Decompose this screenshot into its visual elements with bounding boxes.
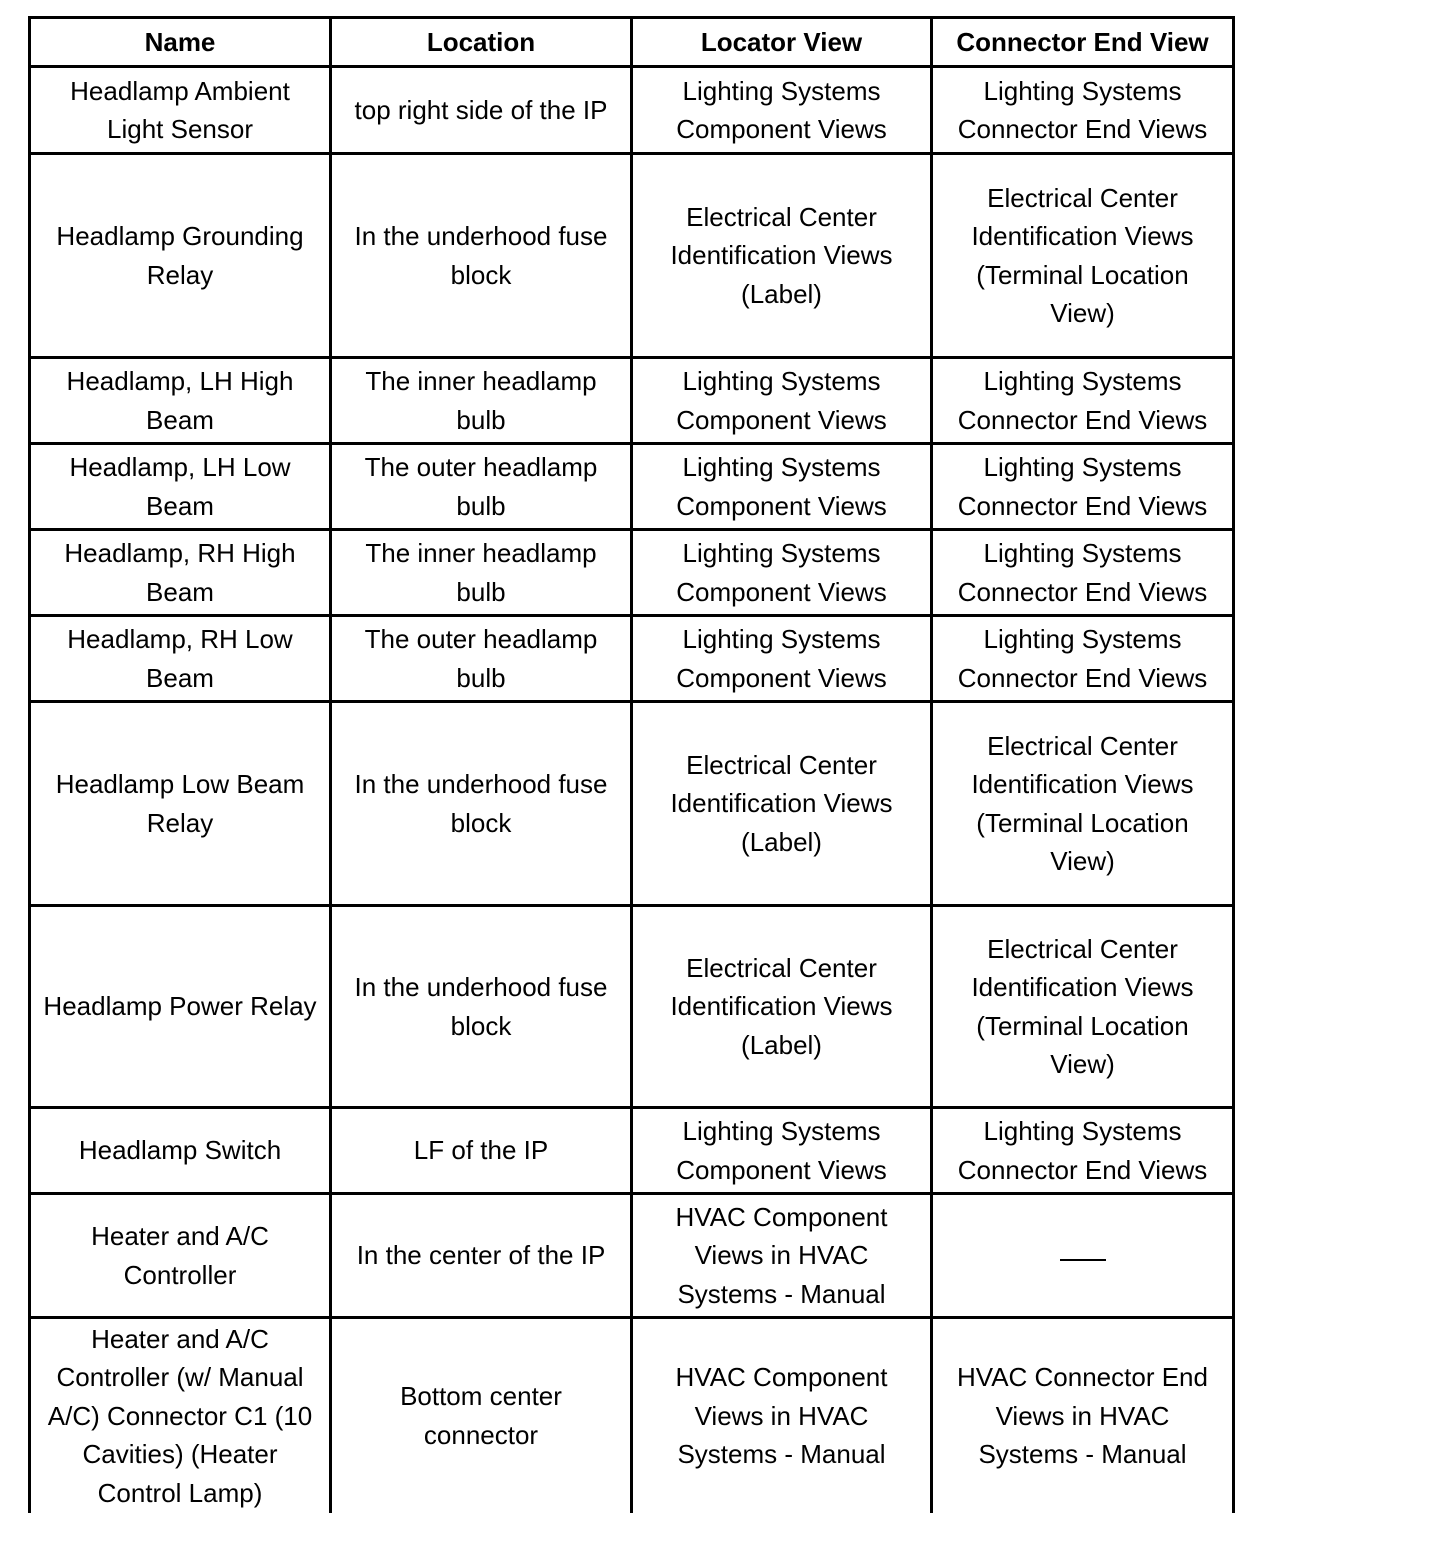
table-row [30,1108,1234,1194]
cell-locator-view: Lighting Systems Component Views [632,444,932,530]
cell-name: Headlamp Ambient Light Sensor [30,67,331,154]
header-connector-end-view: Connector End View [932,18,1234,67]
table-row [30,530,1234,616]
header-row [30,18,1234,67]
cell-name: Headlamp, LH High Beam [30,358,331,444]
table-row [30,702,1234,906]
cell-connector-end-view: Electrical Center Identification Views (Terminal Location View) [932,702,1234,906]
cell-name: Headlamp, RH High Beam [30,530,331,616]
cell-locator-view: Lighting Systems Component Views [632,616,932,702]
cell-location: top right side of the IP [331,67,632,154]
cell-locator-view: Lighting Systems Component Views [632,358,932,444]
cell-name: Headlamp Switch [30,1108,331,1194]
cell-connector-end-view: Electrical Center Identification Views (Terminal Location View) [932,154,1234,358]
cell-locator-view: Electrical Center Identification Views (Label) [632,906,932,1108]
table-row [30,1318,1234,1513]
cell-location: In the center of the IP [331,1194,632,1318]
cell-name: Heater and A/C Controller [30,1194,331,1318]
cell-connector-end-view: Lighting Systems Connector End Views [932,616,1234,702]
cell-name: Heater and A/C Controller (w/ Manual A/C) Connector C1 (10 Cavities) (Heater Control Lamp) [30,1318,331,1513]
cell-location: Bottom center connector [331,1318,632,1513]
cell-locator-view: HVAC Component Views in HVAC Systems - Manual [632,1318,932,1513]
cell-connector-end-view: Lighting Systems Connector End Views [932,1108,1234,1194]
cell-connector-end-view: Lighting Systems Connector End Views [932,444,1234,530]
cell-location: In the underhood fuse block [331,702,632,906]
cell-name: Headlamp, RH Low Beam [30,616,331,702]
cell-name: Headlamp Power Relay [30,906,331,1108]
cell-connector-end-view: HVAC Connector End Views in HVAC Systems - Manual [932,1318,1234,1513]
cell-location: The inner headlamp bulb [331,358,632,444]
cell-location: LF of the IP [331,1108,632,1194]
cell-location: In the underhood fuse block [331,154,632,358]
cell-location: In the underhood fuse block [331,906,632,1108]
table-row [30,444,1234,530]
component-locator-table [28,16,1235,1513]
cell-locator-view: Lighting Systems Component Views [632,530,932,616]
cell-name: Headlamp, LH Low Beam [30,444,331,530]
cell-connector-end-view [932,1194,1234,1318]
table-row [30,67,1234,154]
cell-connector-end-view: Lighting Systems Connector End Views [932,358,1234,444]
table-row [30,1194,1234,1318]
cell-location: The outer headlamp bulb [331,616,632,702]
cell-locator-view: HVAC Component Views in HVAC Systems - Manual [632,1194,932,1318]
header-location: Location [331,18,632,67]
cell-connector-end-view: Lighting Systems Connector End Views [932,67,1234,154]
cell-connector-end-view: Lighting Systems Connector End Views [932,530,1234,616]
empty-dash [1060,1259,1106,1261]
cell-connector-end-view: Electrical Center Identification Views (Terminal Location View) [932,906,1234,1108]
cell-name: Headlamp Grounding Relay [30,154,331,358]
table-row [30,616,1234,702]
table-row [30,906,1234,1108]
cell-locator-view: Electrical Center Identification Views (Label) [632,154,932,358]
cell-name: Headlamp Low Beam Relay [30,702,331,906]
header-locator-view: Locator View [632,18,932,67]
cell-locator-view: Electrical Center Identification Views (Label) [632,702,932,906]
cell-location: The outer headlamp bulb [331,444,632,530]
cell-locator-view: Lighting Systems Component Views [632,1108,932,1194]
header-name: Name [30,18,331,67]
table-row [30,154,1234,358]
cell-location: The inner headlamp bulb [331,530,632,616]
table-row [30,358,1234,444]
cell-locator-view: Lighting Systems Component Views [632,67,932,154]
